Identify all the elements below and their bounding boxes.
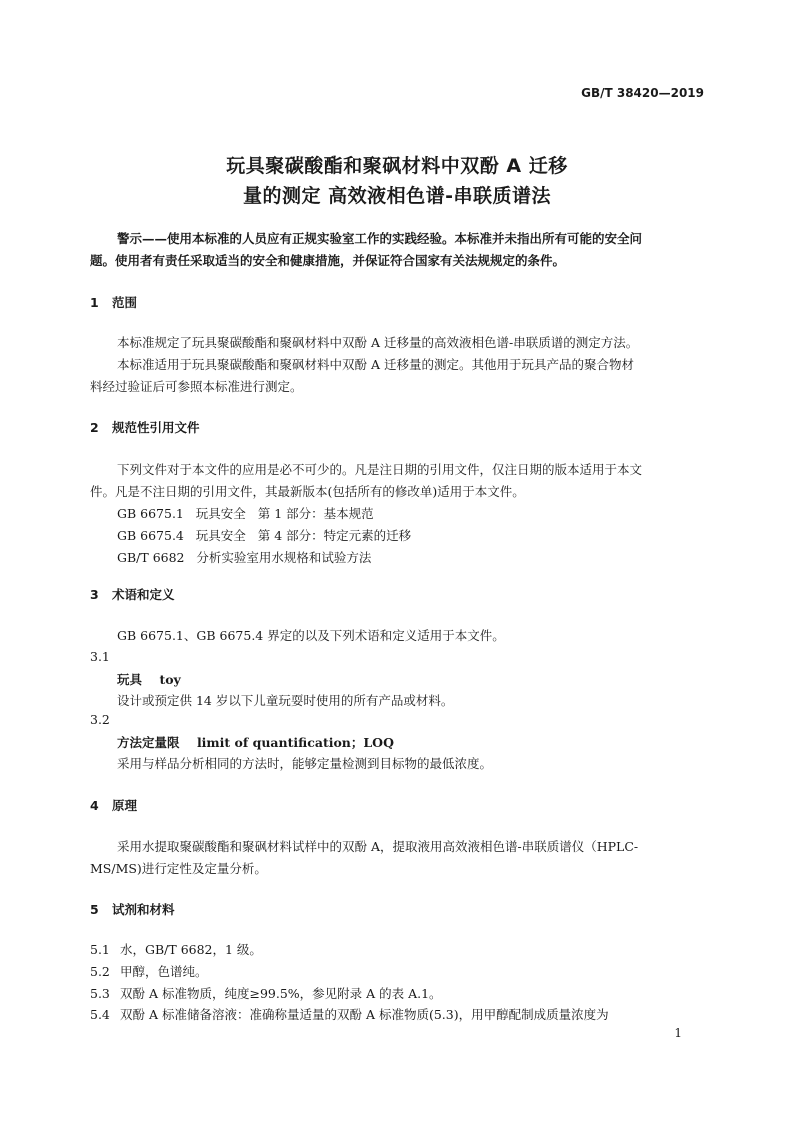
section5-number: 5 — [90, 902, 99, 917]
section4-number: 4 — [90, 798, 99, 813]
section3-number: 3 — [90, 587, 99, 602]
item-text: 双酚 A 标准储备溶液：准确称量适量的双酚 A 标准物质(5.3)，用甲醇配制成质量浓度为 — [120, 1007, 609, 1022]
section5-heading — [90, 900, 175, 918]
standard-code: GB/T 38420—2019 — [581, 86, 704, 100]
document-title-line2: 量的测定 高效液相色谱-串联质谱法 — [242, 185, 551, 207]
document-title-line1: 玩具聚碳酸酯和聚砜材料中双酚 A 迁移 — [226, 155, 568, 177]
section2-paragraph-line1: 下列文件对于本文件的应用是必不可少的。凡是注日期的引用文件，仅注日期的版本适用于本文 — [117, 462, 643, 477]
item-text: 水，GB/T 6682，1 级。 — [120, 942, 262, 957]
item-number: 5.3 — [90, 986, 110, 1001]
section3-intro: GB 6675.1、GB 6675.4 界定的以及下列术语和定义适用于本文件。 — [117, 628, 505, 643]
section5-title: 试剂和材料 — [112, 902, 175, 917]
warning-line1: 警示——使用本标准的人员应有正规实验室工作的实践经验。本标准并未指出所有可能的安全问 — [117, 231, 643, 246]
section4-paragraph-line1: 采用水提取聚碳酸酯和聚砜材料试样中的双酚 A，提取液用高效液相色谱-串联质谱仪（HPLC- — [117, 839, 639, 854]
term-zh: 方法定量限 — [117, 735, 180, 750]
page-number: 1 — [674, 1026, 682, 1040]
item-number: 5.4 — [90, 1007, 110, 1022]
reference-item: GB 6675.1 玩具安全 第 1 部分：基本规范 — [117, 506, 374, 521]
section1-heading — [90, 293, 137, 311]
term-zh: 玩具 — [117, 672, 143, 687]
section1-paragraph1: 本标准规定了玩具聚碳酸酯和聚砜材料中双酚 A 迁移量的高效液相色谱-串联质谱的测定方法。 — [117, 335, 639, 350]
list-item — [90, 962, 208, 980]
item-number: 5.2 — [90, 964, 110, 979]
section3-heading — [90, 585, 175, 603]
term-en: toy — [159, 672, 181, 687]
item-number: 5.1 — [90, 942, 110, 957]
term-definition: 设计或预定供 14 岁以下儿童玩耍时使用的所有产品或材料。 — [117, 693, 454, 708]
section1-paragraph2-line2: 料经过验证后可参照本标准进行测定。 — [90, 379, 303, 394]
section4-paragraph-line2: MS/MS)进行定性及定量分析。 — [90, 861, 267, 876]
section1-title: 范围 — [112, 295, 138, 310]
section1-paragraph2-line1: 本标准适用于玩具聚碳酸酯和聚砜材料中双酚 A 迁移量的测定。其他用于玩具产品的聚合物材 — [117, 357, 634, 372]
term-number: 3.1 — [90, 649, 110, 664]
term-number: 3.2 — [90, 712, 110, 727]
warning-line2: 题。使用者有责任采取适当的安全和健康措施，并保证符合国家有关法规规定的条件。 — [90, 253, 566, 268]
list-item — [90, 940, 262, 958]
section2-heading — [90, 418, 200, 436]
section4-heading — [90, 796, 137, 814]
section2-paragraph-line2: 件。凡是不注日期的引用文件，其最新版本(包括所有的修改单)适用于本文件。 — [90, 484, 525, 499]
list-item — [90, 984, 442, 1002]
reference-item: GB/T 6682 分析实验室用水规格和试验方法 — [117, 550, 372, 565]
term-title — [117, 670, 181, 688]
term-title — [117, 733, 394, 751]
term-en: limit of quantification；LOQ — [196, 735, 394, 750]
item-text: 甲醇，色谱纯。 — [120, 964, 208, 979]
section2-number: 2 — [90, 420, 99, 435]
section2-title: 规范性引用文件 — [112, 420, 200, 435]
section1-number: 1 — [90, 295, 99, 310]
section4-title: 原理 — [112, 798, 138, 813]
term-definition: 采用与样品分析相同的方法时，能够定量检测到目标物的最低浓度。 — [117, 756, 493, 771]
section3-title: 术语和定义 — [112, 587, 175, 602]
reference-item: GB 6675.4 玩具安全 第 4 部分：特定元素的迁移 — [117, 528, 412, 543]
item-text: 双酚 A 标准物质，纯度≥99.5%，参见附录 A 的表 A.1。 — [120, 986, 442, 1001]
list-item — [90, 1005, 609, 1023]
